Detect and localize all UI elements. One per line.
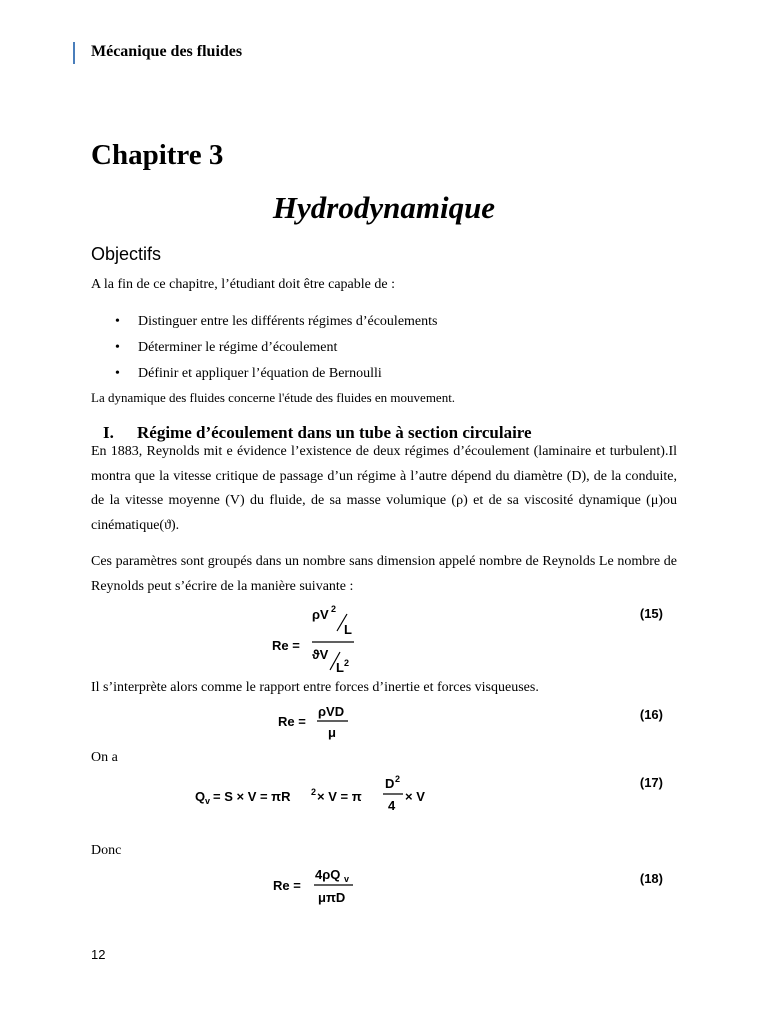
chapter-label: Chapitre 3 bbox=[91, 139, 224, 171]
running-header: Mécanique des fluides bbox=[91, 43, 243, 60]
objective-item: • Déterminer le régime d’écoulement bbox=[91, 339, 437, 365]
svg-text:L: L bbox=[336, 660, 344, 674]
svg-text:v: v bbox=[344, 874, 350, 884]
section-paragraph-2: Ces paramètres sont groupés dans un nombre sans dimension appelé nombre de Reynolds Le nombre de Reynolds peut s’écrire de la manière suivante : bbox=[91, 554, 677, 594]
on-a-text: On a bbox=[91, 750, 118, 765]
header-accent-bar bbox=[73, 42, 75, 64]
equation-16 bbox=[276, 700, 366, 744]
chapter-title: Hydrodynamique bbox=[272, 190, 496, 225]
svg-text:× V = π: × V = π bbox=[317, 789, 362, 804]
eq15-denominator: ϑV bbox=[312, 647, 329, 662]
objectives-list bbox=[91, 313, 437, 391]
section-number: I. bbox=[103, 423, 114, 442]
equation-18 bbox=[271, 865, 371, 909]
svg-text:Q: Q bbox=[195, 789, 206, 804]
intro-line: La dynamique des fluides concerne l'étude des fluides en mouvement. bbox=[91, 390, 456, 405]
equation-number-18: (18) bbox=[639, 871, 663, 886]
equation-15 bbox=[268, 602, 378, 674]
svg-text:ρVD: ρVD bbox=[318, 704, 345, 719]
svg-text:Re =: Re = bbox=[273, 878, 301, 893]
svg-text:D: D bbox=[385, 776, 395, 791]
svg-text:2: 2 bbox=[395, 774, 401, 784]
svg-text:2: 2 bbox=[311, 787, 317, 797]
svg-text:4: 4 bbox=[388, 798, 396, 813]
svg-text:× V: × V bbox=[405, 789, 425, 804]
svg-text:2: 2 bbox=[331, 604, 337, 614]
equation-number-15: (15) bbox=[639, 606, 663, 621]
equation-17 bbox=[193, 770, 443, 816]
svg-text:2: 2 bbox=[344, 658, 350, 668]
svg-text:μπD: μπD bbox=[318, 890, 346, 905]
eq15-numerator: ρV bbox=[312, 607, 329, 622]
svg-text:= S × V = πR: = S × V = πR bbox=[213, 789, 291, 804]
svg-text:4ρQ: 4ρQ bbox=[315, 867, 341, 882]
equation-number-16: (16) bbox=[639, 707, 663, 722]
donc-text: Donc bbox=[91, 843, 122, 858]
objective-item: • Définir et appliquer l’équation de Bernoulli bbox=[91, 365, 437, 391]
section-paragraph-1: En 1883, Reynolds mit e évidence l’existence de deux régimes d’écoulement (laminaire et turbulent).Il montra que la vitesse critique de passage d’un régime à l’autre dépend du diamètre (D), de la conduite, de la vitesse moyenne (V) du fluide, de sa masse volumique (ρ) et de sa viscosité dynamique (μ)ou cinématique(ϑ). bbox=[91, 444, 677, 533]
objectives-heading: Objectifs bbox=[91, 244, 162, 264]
svg-text:Re =: Re = bbox=[278, 714, 306, 729]
interpretation-text: Il s’interprète alors comme le rapport entre forces d’inertie et forces visqueuses. bbox=[91, 680, 539, 695]
svg-text:L: L bbox=[344, 622, 352, 637]
svg-text:μ: μ bbox=[328, 725, 336, 740]
equation-number-17: (17) bbox=[639, 775, 663, 790]
svg-text:v: v bbox=[205, 796, 211, 806]
section-title: Régime d’écoulement dans un tube à section circulaire bbox=[137, 423, 532, 442]
objectives-intro: A la fin de ce chapitre, l’étudiant doit être capable de : bbox=[91, 277, 395, 292]
page-number: 12 bbox=[91, 947, 106, 962]
objective-item: • Distinguer entre les différents régimes d’écoulements bbox=[91, 313, 437, 339]
eq15-lhs: Re = bbox=[272, 638, 300, 653]
